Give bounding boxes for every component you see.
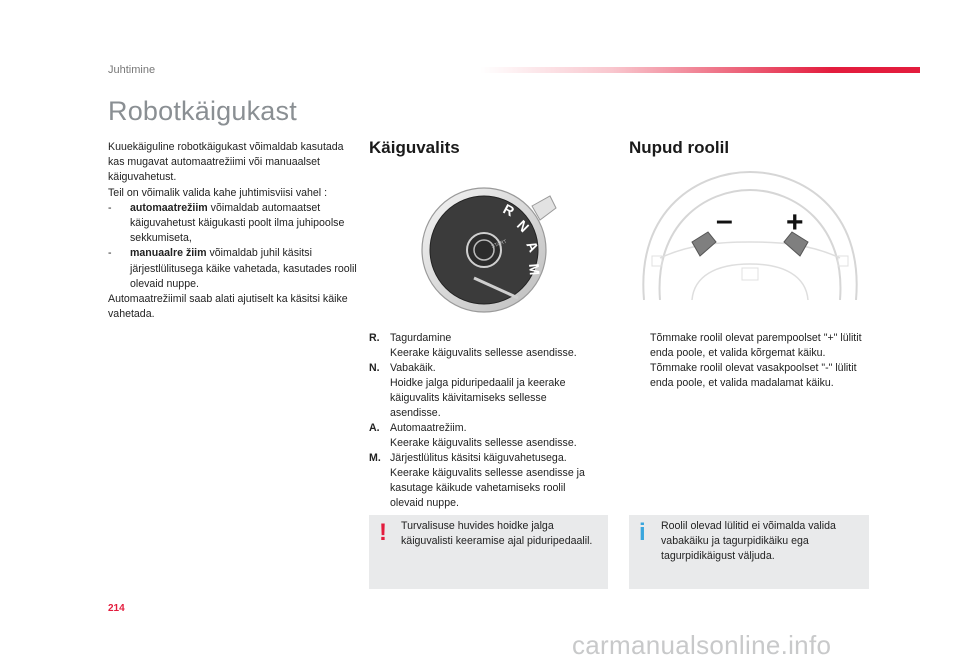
wheel-logo <box>742 268 758 280</box>
selector-instructions <box>369 331 599 511</box>
selector-heading: Käiguvalits <box>369 138 460 157</box>
mode-name: manuaalre žiim <box>130 247 207 260</box>
paddle-minus-label: – <box>716 204 733 237</box>
position-key: M. <box>369 452 381 464</box>
start-button <box>467 233 501 267</box>
list-item <box>369 421 599 436</box>
mode-description: võimaldab juhil käsitsi järjestlülitusega käike vahetada, kasutades roolil olevaid nuppe. <box>130 247 357 290</box>
steering-wheel-hub <box>692 264 808 300</box>
page-title: Robotkäigukast <box>108 96 297 126</box>
steering-wheel-spoke <box>660 242 840 258</box>
list-dash: - <box>108 201 112 214</box>
warning-icon: ! <box>379 519 387 546</box>
intro-paragraph-2: Teil on võimalik valida kahe juhtimisviisi vahel : <box>108 186 328 199</box>
list-item <box>629 331 869 361</box>
list-item <box>369 331 599 346</box>
row-text: Tõmmake roolil olevat parempoolset "+" lülitit enda poole, et valida kõrgemat käiku. <box>650 332 862 359</box>
steering-wheel-rim-outer <box>643 172 856 300</box>
page-number: 214 <box>108 603 125 614</box>
row-text: Automaatrežiim. <box>390 422 467 434</box>
list-item <box>369 436 599 451</box>
intro-paragraph-3: Automaatrežiimil saab alati ajutiselt ka käsitsi käike vahetada. <box>108 293 348 321</box>
info-text: Roolil olevad lülitid ei võimalda valida vabakäiku ja tagurpidikäiku ega tagurpidikäigust väljuda. <box>661 520 836 562</box>
selector-letter-n: N <box>513 216 533 236</box>
warning-note <box>369 515 608 589</box>
row-text: Järjestlülitus käsitsi käiguvahetusega. <box>390 452 567 464</box>
paddle-minus <box>692 232 716 256</box>
mode-description: võimaldab automaatset käiguvahetust käigukasti poolt ilma juhipoolse sekkumiseta, <box>130 201 345 245</box>
row-text: Keerake käiguvalits sellesse asendisse. <box>390 437 577 449</box>
position-key: N. <box>369 362 380 374</box>
steering-wheel-rim-inner <box>660 190 841 300</box>
buttons-instructions <box>629 331 869 391</box>
header-accent-bar <box>480 67 920 73</box>
list-item <box>369 466 599 511</box>
list-item <box>369 376 599 421</box>
buttons-heading: Nupud roolil <box>629 138 730 157</box>
mode-name: automaatrežiim <box>130 201 208 214</box>
selector-letter-m: M <box>526 262 543 276</box>
row-text: Tõmmake roolil olevat vasakpoolset "-" lülitit enda poole, et valida madalamat käiku. <box>650 362 857 389</box>
position-key: A. <box>369 422 380 434</box>
info-icon: i <box>639 519 646 546</box>
row-text: Keerake käiguvalits sellesse asendisse. <box>390 347 577 359</box>
list-item <box>369 346 599 361</box>
row-text: Vabakäik. <box>390 362 436 374</box>
row-text: Tagurdamine <box>390 332 452 344</box>
list-item <box>369 451 599 466</box>
list-dash: - <box>108 247 112 260</box>
intro-paragraph-1: Kuuekäiguline robotkäigukast võimaldab kasutada kas mugavat automaatrežiimi või manuaalset käiguvahetust. <box>108 141 344 184</box>
list-item <box>369 361 599 376</box>
selector-letter-a: A <box>523 238 543 255</box>
watermark: carmanualsonline.info <box>572 630 832 660</box>
info-note <box>629 515 869 589</box>
section-label: Juhtimine <box>108 64 156 76</box>
gear-selector-illustration <box>414 178 564 328</box>
position-key: R. <box>369 332 380 344</box>
intro-text <box>108 140 358 322</box>
row-text: Hoidke jalga piduripedaalil ja keerake käiguvalits käivitamiseks sellesse asendisse. <box>390 377 566 419</box>
list-item <box>629 361 869 391</box>
row-text: Keerake käiguvalits sellesse asendisse ja kasutage käikude vahetamiseks roolil olevaid nuppe. <box>390 467 585 509</box>
paddle-plus-label: + <box>786 206 804 239</box>
list-item <box>108 201 358 247</box>
selector-letter-r: R <box>500 200 518 220</box>
list-item <box>108 246 358 292</box>
warning-text: Turvalisuse huvides hoidke jalga käiguvalisti keeramise ajal piduripedaalil. <box>401 520 593 547</box>
start-label: START <box>490 238 508 250</box>
steering-wheel-illustration <box>630 168 870 300</box>
